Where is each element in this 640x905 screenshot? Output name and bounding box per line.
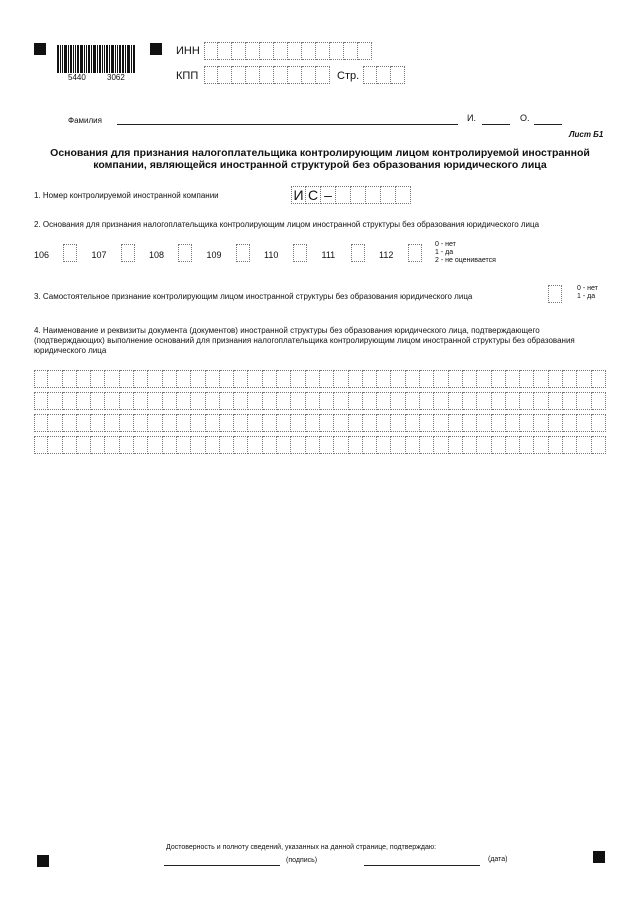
- company-number-field[interactable]: [291, 186, 411, 204]
- document-text-cell[interactable]: [191, 414, 205, 432]
- document-text-cell[interactable]: [334, 370, 348, 388]
- page-number-cell[interactable]: [377, 66, 391, 84]
- document-text-cell[interactable]: [148, 370, 162, 388]
- company-number-cell[interactable]: [351, 186, 366, 204]
- document-text-cell[interactable]: [534, 392, 548, 410]
- date-line[interactable]: [364, 865, 480, 866]
- kpp-cell[interactable]: [246, 66, 260, 84]
- code-111-label: 111: [321, 250, 336, 260]
- legend-0: 0 - нет: [435, 241, 456, 248]
- document-text-cell[interactable]: [148, 436, 162, 454]
- company-number-cell[interactable]: [381, 186, 396, 204]
- document-text-cell[interactable]: [463, 436, 477, 454]
- document-text-cell[interactable]: [277, 370, 291, 388]
- document-text-cell[interactable]: [520, 436, 534, 454]
- document-text-cell[interactable]: [306, 370, 320, 388]
- document-text-cell[interactable]: [77, 392, 91, 410]
- document-text-cell[interactable]: [148, 414, 162, 432]
- document-text-cell[interactable]: [577, 370, 591, 388]
- document-text-cell[interactable]: [506, 392, 520, 410]
- document-text-cell[interactable]: [91, 370, 105, 388]
- initial-o-line[interactable]: [534, 124, 562, 125]
- kpp-cell[interactable]: [260, 66, 274, 84]
- code-106-label: 106: [34, 250, 50, 260]
- barcode: [57, 43, 137, 73]
- document-text-cell[interactable]: [63, 436, 77, 454]
- code-110-cell[interactable]: [293, 244, 307, 262]
- inn-cell[interactable]: [316, 42, 330, 60]
- document-text-cell[interactable]: [434, 392, 448, 410]
- page-number-cell[interactable]: [363, 66, 377, 84]
- code-110-field[interactable]: [293, 244, 307, 262]
- document-text-cell[interactable]: [206, 414, 220, 432]
- legend3-1: 1 - да: [577, 293, 596, 300]
- document-text-cell[interactable]: [549, 370, 563, 388]
- document-text-cell[interactable]: [306, 392, 320, 410]
- barcode-bar: [125, 45, 126, 73]
- kpp-cell[interactable]: [316, 66, 330, 84]
- document-text-cell[interactable]: [320, 414, 334, 432]
- barcode-bar: [60, 45, 61, 73]
- date-label: (дата): [488, 856, 508, 863]
- section2-legend: [435, 241, 496, 265]
- document-text-cell[interactable]: [563, 436, 577, 454]
- document-text-cell[interactable]: [248, 370, 262, 388]
- document-text-cell[interactable]: [220, 392, 234, 410]
- document-text-cell[interactable]: [48, 414, 62, 432]
- document-text-cell[interactable]: [263, 436, 277, 454]
- document-text-cell[interactable]: [306, 414, 320, 432]
- document-text-cell[interactable]: [263, 392, 277, 410]
- page-title: Основания для признания налогоплательщика контролирующим лицом контролируемой иностранной компании, являющейся иностранной структурой без образования юридического лица: [50, 147, 590, 171]
- document-text-cell[interactable]: [63, 414, 77, 432]
- document-text-cell[interactable]: [463, 370, 477, 388]
- barcode-bar: [64, 45, 67, 73]
- barcode-bar: [97, 45, 98, 73]
- section3-label: 3. Самостоятельное признание контролирующим лицом иностранной структуры без образования юридического лица: [34, 292, 473, 301]
- confirm-text: Достоверность и полноту сведений, указанных на данной странице, подтверждаю:: [166, 844, 437, 851]
- barcode-bar: [91, 45, 92, 73]
- document-text-cell[interactable]: [406, 436, 420, 454]
- document-text-cell[interactable]: [506, 436, 520, 454]
- document-text-cell[interactable]: [449, 370, 463, 388]
- document-text-cell[interactable]: [334, 414, 348, 432]
- document-text-cell[interactable]: [449, 436, 463, 454]
- document-text-cell[interactable]: [220, 436, 234, 454]
- code-109-label: 109: [206, 250, 222, 260]
- document-text-cell[interactable]: [177, 370, 191, 388]
- inn-cell[interactable]: [260, 42, 274, 60]
- barcode-bar: [93, 45, 96, 73]
- legend-1: 1 - да: [435, 249, 454, 256]
- company-number-cell[interactable]: И: [291, 186, 306, 204]
- barcode-bar: [88, 45, 90, 73]
- document-text-cell[interactable]: [248, 392, 262, 410]
- code-108-field[interactable]: [178, 244, 192, 262]
- sheet-label: Лист Б1: [569, 130, 604, 139]
- document-text-cell[interactable]: [291, 436, 305, 454]
- code-107-cell[interactable]: [121, 244, 135, 262]
- document-text-cell[interactable]: [163, 436, 177, 454]
- barcode-bar: [117, 45, 118, 73]
- document-text-cell[interactable]: [191, 436, 205, 454]
- document-text-cell[interactable]: [577, 414, 591, 432]
- document-text-cell[interactable]: [163, 370, 177, 388]
- document-text-cell[interactable]: [134, 392, 148, 410]
- document-text-cell[interactable]: [220, 370, 234, 388]
- document-text-cell[interactable]: [391, 414, 405, 432]
- inn-cell[interactable]: [344, 42, 358, 60]
- barcode-bar: [68, 45, 69, 73]
- barcode-bar: [99, 45, 101, 73]
- document-text-cell[interactable]: [506, 370, 520, 388]
- barcode-bar: [109, 45, 110, 73]
- code-110-label: 110: [264, 250, 279, 260]
- document-text-cell[interactable]: [63, 370, 77, 388]
- company-number-cell[interactable]: С: [306, 186, 321, 204]
- document-text-cell[interactable]: [177, 436, 191, 454]
- document-text-row[interactable]: [34, 370, 606, 388]
- document-text-cell[interactable]: [520, 414, 534, 432]
- document-text-cell[interactable]: [377, 414, 391, 432]
- document-text-row[interactable]: [34, 414, 606, 432]
- inn-cell[interactable]: [288, 42, 302, 60]
- document-text-cell[interactable]: [592, 436, 606, 454]
- barcode-bar: [102, 45, 103, 73]
- document-text-cell[interactable]: [592, 370, 606, 388]
- inn-cell[interactable]: [330, 42, 344, 60]
- inn-cell[interactable]: [232, 42, 246, 60]
- document-text-cell[interactable]: [391, 436, 405, 454]
- document-text-cell[interactable]: [349, 414, 363, 432]
- document-text-cell[interactable]: [406, 392, 420, 410]
- document-text-cell[interactable]: [120, 414, 134, 432]
- company-number-cell[interactable]: [336, 186, 351, 204]
- code-106-cell[interactable]: [63, 244, 77, 262]
- document-text-cell[interactable]: [577, 436, 591, 454]
- inn-cell[interactable]: [302, 42, 316, 60]
- section2-label: 2. Основания для признания налогоплательщика контролирующим лицом иностранной структуры без образования юридического лица: [34, 220, 540, 229]
- barcode-bar: [75, 45, 76, 73]
- document-text-cell[interactable]: [34, 392, 48, 410]
- document-text-cell[interactable]: [248, 436, 262, 454]
- document-text-cell[interactable]: [263, 370, 277, 388]
- initial-i-label: И.: [467, 113, 476, 123]
- kpp-cell[interactable]: [274, 66, 288, 84]
- code-106-field[interactable]: [63, 244, 77, 262]
- document-text-cell[interactable]: [77, 370, 91, 388]
- document-text-cell[interactable]: [306, 436, 320, 454]
- top-mid-marker: [150, 43, 162, 55]
- document-text-cell[interactable]: [391, 392, 405, 410]
- document-text-cell[interactable]: [134, 414, 148, 432]
- document-text-cell[interactable]: [206, 370, 220, 388]
- document-text-cell[interactable]: [291, 392, 305, 410]
- document-text-cell[interactable]: [534, 414, 548, 432]
- section3-legend: [577, 285, 598, 301]
- document-text-cell[interactable]: [148, 392, 162, 410]
- document-text-cell[interactable]: [577, 392, 591, 410]
- kpp-cell[interactable]: [288, 66, 302, 84]
- document-text-cell[interactable]: [420, 414, 434, 432]
- document-text-cell[interactable]: [391, 370, 405, 388]
- company-number-cell[interactable]: [396, 186, 411, 204]
- document-text-cell[interactable]: [349, 392, 363, 410]
- document-text-cell[interactable]: [434, 436, 448, 454]
- document-text-cell[interactable]: [406, 414, 420, 432]
- document-text-cell[interactable]: [320, 392, 334, 410]
- document-text-cell[interactable]: [77, 436, 91, 454]
- initial-i-line[interactable]: [482, 124, 510, 125]
- code-112-label: 112: [379, 250, 394, 260]
- document-text-cell[interactable]: [492, 436, 506, 454]
- page-label: Стр.: [337, 70, 360, 82]
- document-text-cell[interactable]: [220, 414, 234, 432]
- barcode-number-left: 5440: [68, 73, 86, 82]
- document-text-cell[interactable]: [291, 414, 305, 432]
- section1-label: 1. Номер контролируемой иностранной компании: [34, 191, 219, 200]
- document-text-cell[interactable]: [177, 414, 191, 432]
- document-text-cell[interactable]: [234, 414, 248, 432]
- legend-2: 2 - не оценивается: [435, 257, 496, 264]
- barcode-bar: [119, 45, 121, 73]
- inn-label: ИНН: [176, 45, 200, 57]
- document-text-cell[interactable]: [492, 370, 506, 388]
- document-text-cell[interactable]: [105, 414, 119, 432]
- page-number-cell[interactable]: [391, 66, 405, 84]
- document-text-cell[interactable]: [434, 370, 448, 388]
- document-text-cell[interactable]: [234, 370, 248, 388]
- document-text-cell[interactable]: [477, 370, 491, 388]
- signature-label: (подпись): [286, 857, 318, 864]
- self-recognition-cell[interactable]: [548, 285, 562, 303]
- document-text-cell[interactable]: [377, 370, 391, 388]
- document-text-cell[interactable]: [177, 392, 191, 410]
- document-text-cell[interactable]: [349, 436, 363, 454]
- document-text-cell[interactable]: [320, 436, 334, 454]
- initial-o-label: О.: [520, 113, 530, 123]
- barcode-bar: [131, 45, 132, 73]
- section4-label: 4. Наименование и реквизиты документа (документов) иностранной структуры без образования юридического лица, подтверждающего (подтверждающих) выполнение оснований для признания налогоплательщика контролирующим лицом иностранной структуры без образования юридического лица: [34, 326, 575, 355]
- document-text-cell[interactable]: [248, 414, 262, 432]
- kpp-cell[interactable]: [218, 66, 232, 84]
- document-text-cell[interactable]: [163, 392, 177, 410]
- barcode-bar: [133, 45, 135, 73]
- document-text-cell[interactable]: [363, 370, 377, 388]
- code-109-field[interactable]: [236, 244, 250, 262]
- document-text-cell[interactable]: [320, 370, 334, 388]
- document-text-cell[interactable]: [534, 370, 548, 388]
- document-text-cell[interactable]: [91, 392, 105, 410]
- code-111-cell[interactable]: [351, 244, 365, 262]
- surname-label: Фамилия: [68, 116, 102, 125]
- legend3-0: 0 - нет: [577, 285, 598, 292]
- document-text-cell[interactable]: [105, 436, 119, 454]
- code-112-field[interactable]: [408, 244, 422, 262]
- document-text-cell[interactable]: [91, 414, 105, 432]
- inn-cell[interactable]: [218, 42, 232, 60]
- document-text-cell[interactable]: [91, 436, 105, 454]
- document-text-cell[interactable]: [191, 370, 205, 388]
- document-text-cell[interactable]: [463, 414, 477, 432]
- document-text-cell[interactable]: [206, 392, 220, 410]
- document-text-cell[interactable]: [420, 436, 434, 454]
- document-text-cell[interactable]: [34, 414, 48, 432]
- barcode-bar: [84, 45, 85, 73]
- document-text-row[interactable]: [34, 392, 606, 410]
- document-text-cell[interactable]: [549, 392, 563, 410]
- document-text-cell[interactable]: [263, 414, 277, 432]
- inn-cell[interactable]: [358, 42, 372, 60]
- document-text-cell[interactable]: [105, 370, 119, 388]
- document-text-cell[interactable]: [134, 370, 148, 388]
- document-text-cell[interactable]: [63, 392, 77, 410]
- inn-cell[interactable]: [274, 42, 288, 60]
- document-text-cell[interactable]: [277, 436, 291, 454]
- document-text-cell[interactable]: [120, 436, 134, 454]
- code-107-label: 107: [91, 250, 107, 260]
- barcode-bar: [86, 45, 87, 73]
- document-text-cell[interactable]: [563, 414, 577, 432]
- document-text-row[interactable]: [34, 436, 606, 454]
- document-text-cell[interactable]: [134, 436, 148, 454]
- barcode-bar: [62, 45, 63, 73]
- page-number-field[interactable]: [363, 66, 405, 84]
- document-text-cell[interactable]: [105, 392, 119, 410]
- barcode-bar: [57, 45, 59, 73]
- document-text-cell[interactable]: [534, 436, 548, 454]
- kpp-cell[interactable]: [302, 66, 316, 84]
- barcode-bar: [111, 45, 114, 73]
- document-text-cell[interactable]: [463, 392, 477, 410]
- document-text-cell[interactable]: [434, 414, 448, 432]
- document-text-cell[interactable]: [363, 436, 377, 454]
- document-text-cell[interactable]: [592, 414, 606, 432]
- document-text-cell[interactable]: [277, 414, 291, 432]
- document-text-cell[interactable]: [406, 370, 420, 388]
- document-text-cell[interactable]: [420, 370, 434, 388]
- document-text-cell[interactable]: [549, 436, 563, 454]
- barcode-bar: [127, 45, 130, 73]
- document-text-cell[interactable]: [291, 370, 305, 388]
- code-109-cell[interactable]: [236, 244, 250, 262]
- kpp-label: КПП: [176, 70, 199, 82]
- document-text-cell[interactable]: [563, 392, 577, 410]
- document-text-cell[interactable]: [420, 392, 434, 410]
- barcode-bar: [106, 45, 108, 73]
- document-text-cell[interactable]: [48, 392, 62, 410]
- kpp-cell[interactable]: [232, 66, 246, 84]
- company-number-cell[interactable]: –: [321, 186, 336, 204]
- inn-cell[interactable]: [204, 42, 218, 60]
- document-text-cell[interactable]: [206, 436, 220, 454]
- top-left-marker: [34, 43, 46, 55]
- document-text-cell[interactable]: [563, 370, 577, 388]
- document-text-cell[interactable]: [477, 436, 491, 454]
- barcode-bar: [80, 45, 83, 73]
- code-111-field[interactable]: [351, 244, 365, 262]
- document-text-cell[interactable]: [277, 392, 291, 410]
- document-text-cell[interactable]: [48, 436, 62, 454]
- document-text-cell[interactable]: [506, 414, 520, 432]
- document-text-cell[interactable]: [234, 436, 248, 454]
- document-text-cell[interactable]: [349, 370, 363, 388]
- document-text-cell[interactable]: [477, 392, 491, 410]
- kpp-field[interactable]: [204, 66, 330, 84]
- self-recognition-field[interactable]: [548, 285, 562, 303]
- barcode-number-right: 3062: [107, 73, 125, 82]
- document-text-cell[interactable]: [549, 414, 563, 432]
- document-text-cell[interactable]: [34, 370, 48, 388]
- document-text-cell[interactable]: [449, 392, 463, 410]
- barcode-bar: [115, 45, 116, 73]
- document-text-cell[interactable]: [492, 414, 506, 432]
- document-text-cell[interactable]: [334, 436, 348, 454]
- code-112-cell[interactable]: [408, 244, 422, 262]
- company-number-cell[interactable]: [366, 186, 381, 204]
- surname-line[interactable]: [117, 124, 458, 125]
- document-text-cell[interactable]: [592, 392, 606, 410]
- document-text-cell[interactable]: [492, 392, 506, 410]
- code-108-label: 108: [149, 250, 165, 260]
- document-text-cell[interactable]: [377, 392, 391, 410]
- barcode-bar: [70, 45, 72, 73]
- bottom-right-marker: [593, 851, 605, 863]
- kpp-cell[interactable]: [204, 66, 218, 84]
- inn-field[interactable]: [204, 42, 372, 60]
- code-107-field[interactable]: [121, 244, 135, 262]
- document-text-cell[interactable]: [449, 414, 463, 432]
- barcode-bar: [77, 45, 79, 73]
- document-text-cell[interactable]: [34, 436, 48, 454]
- document-text-cell[interactable]: [363, 392, 377, 410]
- signature-line[interactable]: [164, 865, 280, 866]
- document-text-cell[interactable]: [477, 414, 491, 432]
- document-text-cell[interactable]: [377, 436, 391, 454]
- document-text-cell[interactable]: [234, 392, 248, 410]
- document-text-cell[interactable]: [520, 392, 534, 410]
- document-text-cell[interactable]: [191, 392, 205, 410]
- barcode-bar: [73, 45, 74, 73]
- document-text-cell[interactable]: [163, 414, 177, 432]
- code-108-cell[interactable]: [178, 244, 192, 262]
- document-text-cell[interactable]: [363, 414, 377, 432]
- document-text-cell[interactable]: [520, 370, 534, 388]
- document-text-cell[interactable]: [334, 392, 348, 410]
- inn-cell[interactable]: [246, 42, 260, 60]
- document-text-cell[interactable]: [120, 392, 134, 410]
- bottom-left-marker: [37, 855, 49, 867]
- document-text-cell[interactable]: [48, 370, 62, 388]
- barcode-bar: [122, 45, 124, 73]
- document-text-cell[interactable]: [77, 414, 91, 432]
- document-text-cell[interactable]: [120, 370, 134, 388]
- barcode-bar: [104, 45, 105, 73]
